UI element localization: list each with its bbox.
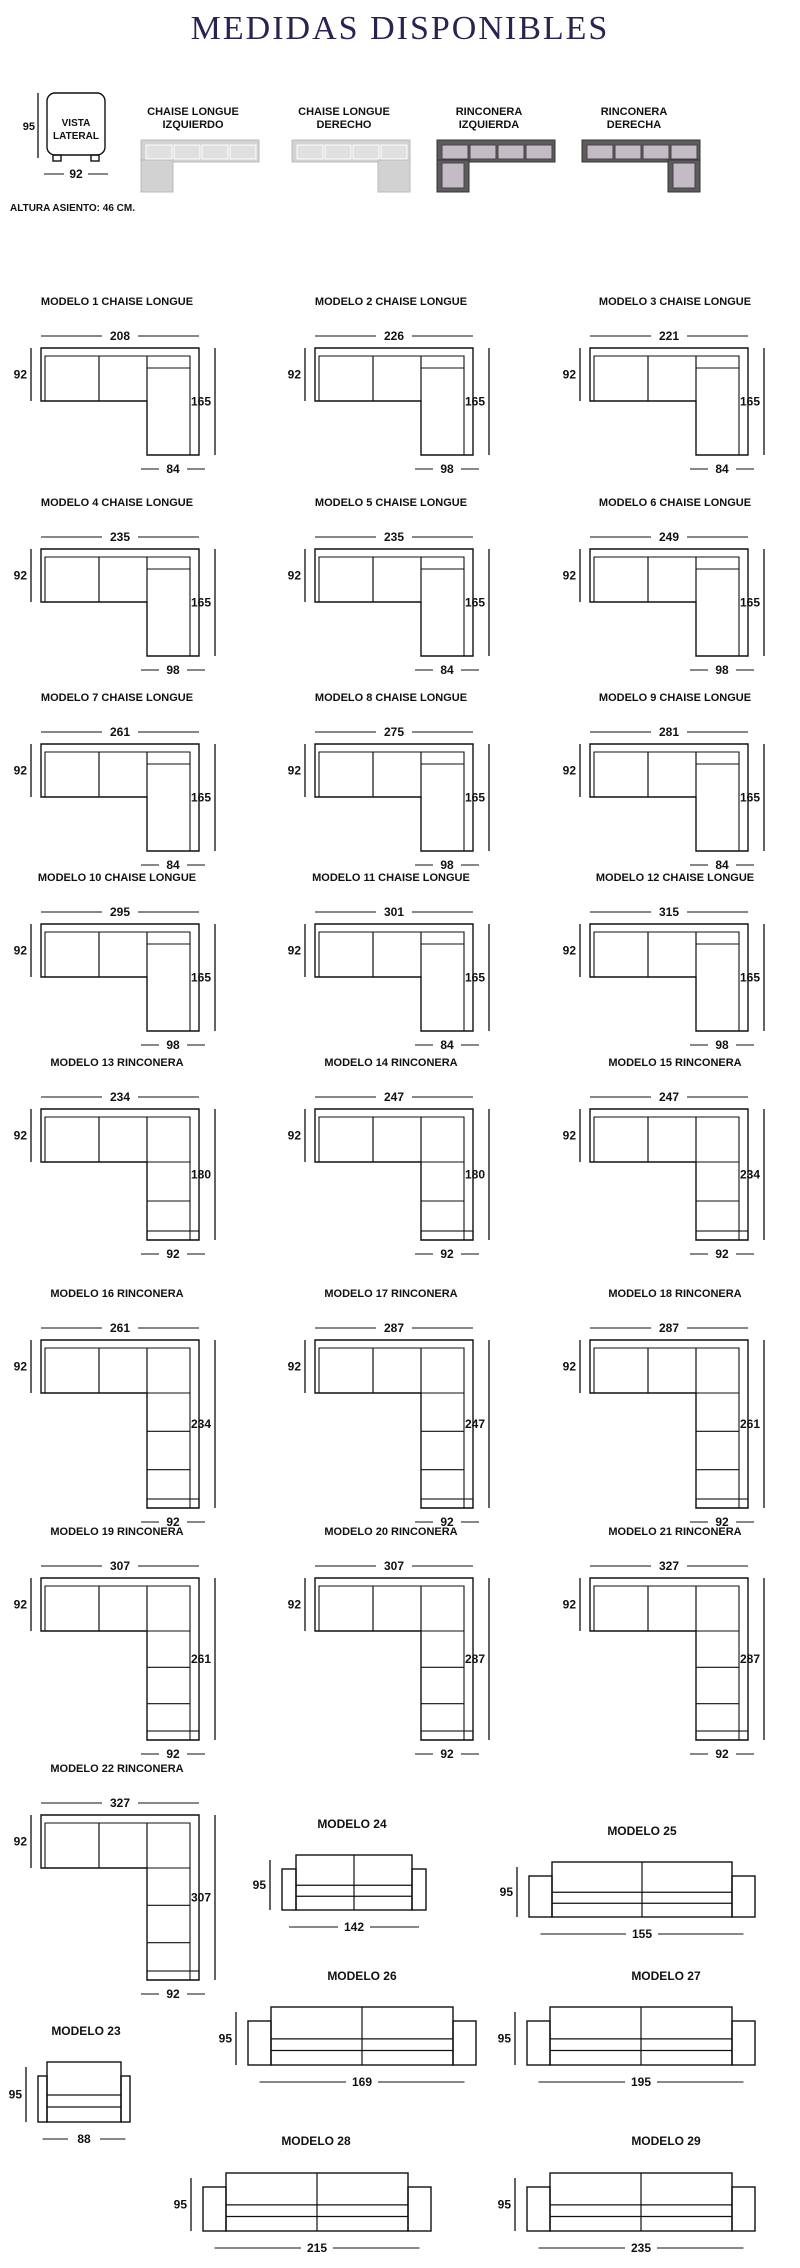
dimension-label: 98: [166, 1038, 180, 1052]
model-title: MODELO 16 RINCONERA: [50, 1288, 184, 1300]
dimension-label: 92: [13, 1359, 27, 1374]
armrest: [282, 1869, 296, 1910]
sofa-outline: [315, 1340, 473, 1508]
legend-item-3: [437, 106, 555, 192]
sofa-title: MODELO 23: [51, 2024, 121, 2038]
dimension-label: 92: [166, 1747, 180, 1761]
legend-item-4: [582, 106, 700, 192]
model-title: MODELO 5 CHAISE LONGUE: [314, 497, 468, 509]
backrest-line: [319, 557, 464, 656]
dimension-label: 287: [464, 1652, 485, 1666]
dimension-label: 92: [715, 1247, 729, 1261]
dimension-label: 142: [343, 1920, 365, 1934]
armrest: [412, 1869, 426, 1910]
dimension-label: 226: [383, 329, 405, 343]
model-17: [288, 1288, 489, 1529]
dimension-label: 261: [739, 1417, 760, 1431]
model-11: [288, 872, 489, 1052]
model-title: MODELO 10 CHAISE LONGUE: [37, 872, 197, 884]
backrest-line: [319, 1117, 464, 1240]
dimension-label: 92: [287, 943, 301, 958]
armrest: [529, 1876, 552, 1917]
dimension-label: 92: [13, 1597, 27, 1612]
model-8: [288, 692, 489, 872]
dimension-label: 215: [306, 2241, 328, 2255]
legend-cushion: [202, 145, 228, 159]
dimension-label: 92: [13, 568, 27, 583]
dimension-label: 92: [166, 1515, 180, 1529]
dimension-label: 84: [440, 1038, 454, 1052]
dimension-label: 235: [630, 2241, 652, 2255]
dimension-label: 98: [440, 858, 454, 872]
dimension-label: 221: [658, 329, 680, 343]
dimension-label: 98: [715, 1038, 729, 1052]
armrest: [732, 2187, 755, 2231]
dimension-label: 165: [464, 970, 485, 985]
legend-cushion: [353, 145, 379, 159]
backrest-line: [45, 932, 190, 1031]
sofa-modelo-25: [500, 1824, 755, 1941]
dimension-label: 247: [383, 1090, 405, 1104]
model-title: MODELO 17 RINCONERA: [324, 1288, 458, 1300]
backrest-line: [594, 1117, 739, 1240]
legend-chaise: [378, 160, 410, 192]
dimension-label: 235: [383, 530, 405, 544]
dimension-label: 180: [190, 1167, 211, 1182]
backrest-line: [319, 932, 464, 1031]
armrest: [732, 2021, 755, 2065]
sofa-outline: [590, 924, 748, 1031]
dimension-label: 165: [739, 970, 760, 985]
sofa-body: [47, 2062, 121, 2122]
dimension-label: 315: [658, 905, 680, 919]
model-title: MODELO 7 CHAISE LONGUE: [40, 692, 194, 704]
sofa-outline: [315, 744, 473, 851]
dimension-label: 301: [383, 905, 405, 919]
model-title: MODELO 12 CHAISE LONGUE: [595, 872, 755, 884]
sofa-outline: [41, 1815, 199, 1980]
sofa-outline: [41, 1578, 199, 1740]
model-20: [288, 1526, 489, 1761]
dimension-label: 92: [440, 1747, 454, 1761]
sofa-modelo-23: [9, 2024, 130, 2146]
backrest-line: [45, 1117, 190, 1240]
dimension-label: 84: [715, 858, 729, 872]
chair-leg: [53, 155, 61, 161]
armrest: [453, 2021, 476, 2065]
dimension-label: 92: [13, 1834, 27, 1849]
dimension-label: 249: [658, 530, 680, 544]
backrest-line: [45, 1348, 190, 1508]
backrest-line: [319, 1586, 464, 1740]
dimension-label: 165: [190, 595, 211, 610]
dimension-label: 84: [715, 462, 729, 476]
armrest: [696, 1231, 748, 1240]
model-title: MODELO 2 CHAISE LONGUE: [314, 296, 468, 308]
armrest: [421, 1731, 473, 1740]
sofa-modelo-26: [219, 1969, 476, 2089]
armrest: [147, 1499, 199, 1508]
model-14: [288, 1057, 489, 1261]
legend-label: IZQUIERDA: [458, 119, 520, 131]
dimension-label: 92: [287, 568, 301, 583]
sofa-title: MODELO 28: [281, 2134, 351, 2148]
dimension-label: 180: [464, 1167, 485, 1182]
armrest: [38, 2076, 47, 2122]
dimension-label: 95: [499, 1885, 513, 1899]
model-title: MODELO 19 RINCONERA: [50, 1526, 184, 1538]
backrest-line: [594, 557, 739, 656]
sofa-outline: [41, 1340, 199, 1508]
backrest-line: [594, 932, 739, 1031]
dimension-label: 95: [252, 1878, 266, 1892]
dimension-label: 84: [166, 858, 180, 872]
dimension-label: 95: [497, 2197, 511, 2212]
dimension-label: 287: [383, 1321, 405, 1335]
dimension-label: 165: [464, 790, 485, 805]
model-18: [563, 1288, 764, 1529]
armrest: [147, 1971, 199, 1980]
legend-label: DERECHO: [316, 119, 372, 131]
dimension-label: 155: [631, 1927, 653, 1941]
sofa-outline: [41, 924, 199, 1031]
legend-label: RINCONERA: [455, 106, 523, 118]
dimension-label: 95: [218, 2031, 232, 2046]
armrest: [147, 1731, 199, 1740]
legend-cushion: [643, 145, 669, 159]
armrest: [248, 2021, 271, 2065]
sofa-modelo-27: [498, 1969, 755, 2089]
legend-cushion: [230, 145, 256, 159]
sofa-outline: [315, 924, 473, 1031]
dimension-label: 247: [464, 1417, 485, 1431]
model-19: [14, 1526, 215, 1761]
sofa-outline: [315, 1109, 473, 1240]
dimension-label: 98: [166, 663, 180, 677]
armrest: [696, 1731, 748, 1740]
model-title: MODELO 8 CHAISE LONGUE: [314, 692, 468, 704]
dimension-label: 92: [562, 568, 576, 583]
dimension-label: 165: [739, 394, 760, 409]
sofa-outline: [590, 1340, 748, 1508]
dimension-label: 261: [109, 725, 131, 739]
sofa-outline: [315, 549, 473, 656]
dimension-label: 92: [69, 167, 83, 181]
legend-item-1: [141, 106, 259, 192]
backrest-line: [594, 1586, 739, 1740]
dimension-label: 92: [562, 763, 576, 778]
dimension-label: 92: [13, 1128, 27, 1143]
dimension-label: 165: [464, 595, 485, 610]
sofa-outline: [590, 348, 748, 455]
dimension-label: 92: [166, 1247, 180, 1261]
model-title: MODELO 1 CHAISE LONGUE: [40, 296, 194, 308]
dimension-label: 295: [109, 905, 131, 919]
dimension-label: 234: [109, 1090, 131, 1104]
armrest: [421, 1231, 473, 1240]
model-12: [563, 872, 764, 1052]
dimension-label: 92: [287, 1128, 301, 1143]
sofa-title: MODELO 24: [317, 1817, 387, 1831]
sofa-outline: [590, 549, 748, 656]
model-16: [14, 1288, 215, 1529]
dimension-label: 281: [658, 725, 680, 739]
armrest: [696, 1499, 748, 1508]
lateral-view: [10, 93, 135, 214]
backrest-line: [319, 752, 464, 851]
armrest: [527, 2021, 550, 2065]
model-21: [563, 1526, 764, 1761]
lateral-view-label: LATERAL: [53, 131, 99, 142]
model-22: [14, 1763, 215, 2001]
dimension-label: 95: [173, 2197, 187, 2212]
model-13: [14, 1057, 215, 1261]
dimension-label: 92: [562, 1359, 576, 1374]
dimension-label: 165: [190, 394, 211, 409]
model-title: MODELO 3 CHAISE LONGUE: [598, 296, 752, 308]
sofa-outline: [590, 1578, 748, 1740]
backrest-line: [45, 557, 190, 656]
legend-cushion: [671, 145, 697, 159]
dimension-label: 92: [13, 943, 27, 958]
armrest: [203, 2187, 226, 2231]
legend-cushion: [673, 163, 695, 188]
legend-label: CHAISE LONGUE: [147, 106, 239, 118]
model-15: [563, 1057, 764, 1261]
model-title: MODELO 15 RINCONERA: [608, 1057, 742, 1069]
dimension-label: 92: [166, 1987, 180, 2001]
dimension-label: 287: [658, 1321, 680, 1335]
dimension-label: 92: [287, 367, 301, 382]
dimension-label: 92: [562, 943, 576, 958]
legend-cushion: [615, 145, 641, 159]
sofa-outline: [41, 549, 199, 656]
model-title: MODELO 18 RINCONERA: [608, 1288, 742, 1300]
armrest: [732, 1876, 755, 1917]
legend-label: IZQUIERDO: [162, 119, 224, 131]
legend-cushion: [325, 145, 351, 159]
sofa-title: MODELO 29: [631, 2134, 701, 2148]
dimension-label: 92: [715, 1515, 729, 1529]
legend-cushion: [442, 145, 468, 159]
model-title: MODELO 20 RINCONERA: [324, 1526, 458, 1538]
dimension-label: 92: [562, 1597, 576, 1612]
legend-cushion: [587, 145, 613, 159]
dimension-label: 235: [109, 530, 131, 544]
seat-height-note: ALTURA ASIENTO: 46 CM.: [10, 203, 136, 214]
legend-label: CHAISE LONGUE: [298, 106, 390, 118]
model-title: MODELO 22 RINCONERA: [50, 1763, 184, 1775]
sofa-title: MODELO 27: [631, 1969, 701, 1983]
dimension-label: 92: [287, 763, 301, 778]
dimension-label: 84: [440, 663, 454, 677]
dimension-label: 275: [383, 725, 405, 739]
sofa-title: MODELO 25: [607, 1824, 677, 1838]
legend-cushion: [174, 145, 200, 159]
dimension-label: 195: [630, 2075, 652, 2089]
model-7: [14, 692, 215, 872]
sofa-outline: [41, 744, 199, 851]
lateral-height-label: 95: [22, 121, 35, 133]
model-1: [14, 296, 215, 476]
sofa-title: MODELO 26: [327, 1969, 397, 1983]
dimension-label: 92: [715, 1747, 729, 1761]
dimension-label: 247: [658, 1090, 680, 1104]
sofa-modelo-24: [253, 1817, 426, 1934]
dimension-label: 92: [287, 1597, 301, 1612]
backrest-line: [45, 752, 190, 851]
dimension-label: 92: [13, 763, 27, 778]
model-title: MODELO 11 CHAISE LONGUE: [312, 872, 470, 884]
model-2: [288, 296, 489, 476]
dimension-label: 307: [190, 1890, 211, 1905]
legend-item-2: [292, 106, 410, 192]
dimension-label: 234: [739, 1167, 760, 1182]
dimension-label: 327: [109, 1796, 131, 1810]
armrest: [527, 2187, 550, 2231]
model-3: [563, 296, 764, 476]
dimension-label: 92: [562, 367, 576, 382]
chair-leg: [91, 155, 99, 161]
backrest-line: [45, 1823, 190, 1980]
model-6: [563, 497, 764, 677]
lateral-view-label: VISTA: [61, 118, 91, 129]
model-title: MODELO 6 CHAISE LONGUE: [598, 497, 752, 509]
dimension-label: 261: [190, 1652, 211, 1666]
dimension-label: 165: [190, 970, 211, 985]
backrest-line: [45, 356, 190, 455]
dimension-label: 261: [109, 1321, 131, 1335]
model-title: MODELO 14 RINCONERA: [324, 1057, 458, 1069]
model-5: [288, 497, 489, 677]
dimension-label: 98: [440, 462, 454, 476]
dimension-label: 92: [440, 1247, 454, 1261]
page-title: MEDIDAS DISPONIBLES: [190, 10, 610, 47]
dimension-label: 165: [739, 595, 760, 610]
dimension-label: 208: [109, 329, 131, 343]
sofa-outline: [590, 1109, 748, 1240]
legend-cushion: [498, 145, 524, 159]
legend-cushion: [442, 163, 464, 188]
dimension-label: 95: [8, 2087, 22, 2102]
dimension-label: 327: [658, 1559, 680, 1573]
sofa-modelo-28: [174, 2134, 431, 2255]
dimension-label: 169: [351, 2075, 373, 2089]
model-10: [14, 872, 215, 1052]
model-title: MODELO 9 CHAISE LONGUE: [598, 692, 752, 704]
dimension-label: 98: [715, 663, 729, 677]
armrest: [421, 1499, 473, 1508]
sofa-outline: [41, 1109, 199, 1240]
model-4: [14, 497, 215, 677]
sofa-modelo-29: [498, 2134, 755, 2255]
sofa-outline: [41, 348, 199, 455]
dimension-label: 165: [464, 394, 485, 409]
legend-cushion: [526, 145, 552, 159]
model-title: MODELO 21 RINCONERA: [608, 1526, 742, 1538]
dimension-label: 307: [383, 1559, 405, 1573]
dimension-label: 234: [190, 1417, 211, 1431]
backrest-line: [319, 1348, 464, 1508]
legend-cushion: [146, 145, 172, 159]
dimension-label: 92: [13, 367, 27, 382]
legend-cushion: [470, 145, 496, 159]
model-9: [563, 692, 764, 872]
legend-cushion: [297, 145, 323, 159]
dimension-label: 92: [562, 1128, 576, 1143]
sofa-outline: [315, 348, 473, 455]
legend-label: DERECHA: [606, 119, 662, 131]
dimension-label: 92: [440, 1515, 454, 1529]
backrest-line: [594, 356, 739, 455]
legend-chaise: [141, 160, 173, 192]
dimension-label: 165: [739, 790, 760, 805]
dimension-label: 287: [739, 1652, 760, 1666]
backrest-line: [45, 1586, 190, 1740]
backrest-line: [319, 356, 464, 455]
legend-label: RINCONERA: [600, 106, 668, 118]
backrest-line: [594, 1348, 739, 1508]
dimension-label: 84: [166, 462, 180, 476]
backrest-line: [594, 752, 739, 851]
dimension-label: 88: [77, 2132, 91, 2146]
dimension-label: 92: [287, 1359, 301, 1374]
sofa-outline: [315, 1578, 473, 1740]
sofa-outline: [590, 744, 748, 851]
dimension-label: 307: [109, 1559, 131, 1573]
armrest: [121, 2076, 130, 2122]
legend-cushion: [381, 145, 407, 159]
model-title: MODELO 4 CHAISE LONGUE: [40, 497, 194, 509]
armrest: [147, 1231, 199, 1240]
armrest: [408, 2187, 431, 2231]
model-title: MODELO 13 RINCONERA: [50, 1057, 184, 1069]
dimension-label: 95: [497, 2031, 511, 2046]
dimension-label: 165: [190, 790, 211, 805]
